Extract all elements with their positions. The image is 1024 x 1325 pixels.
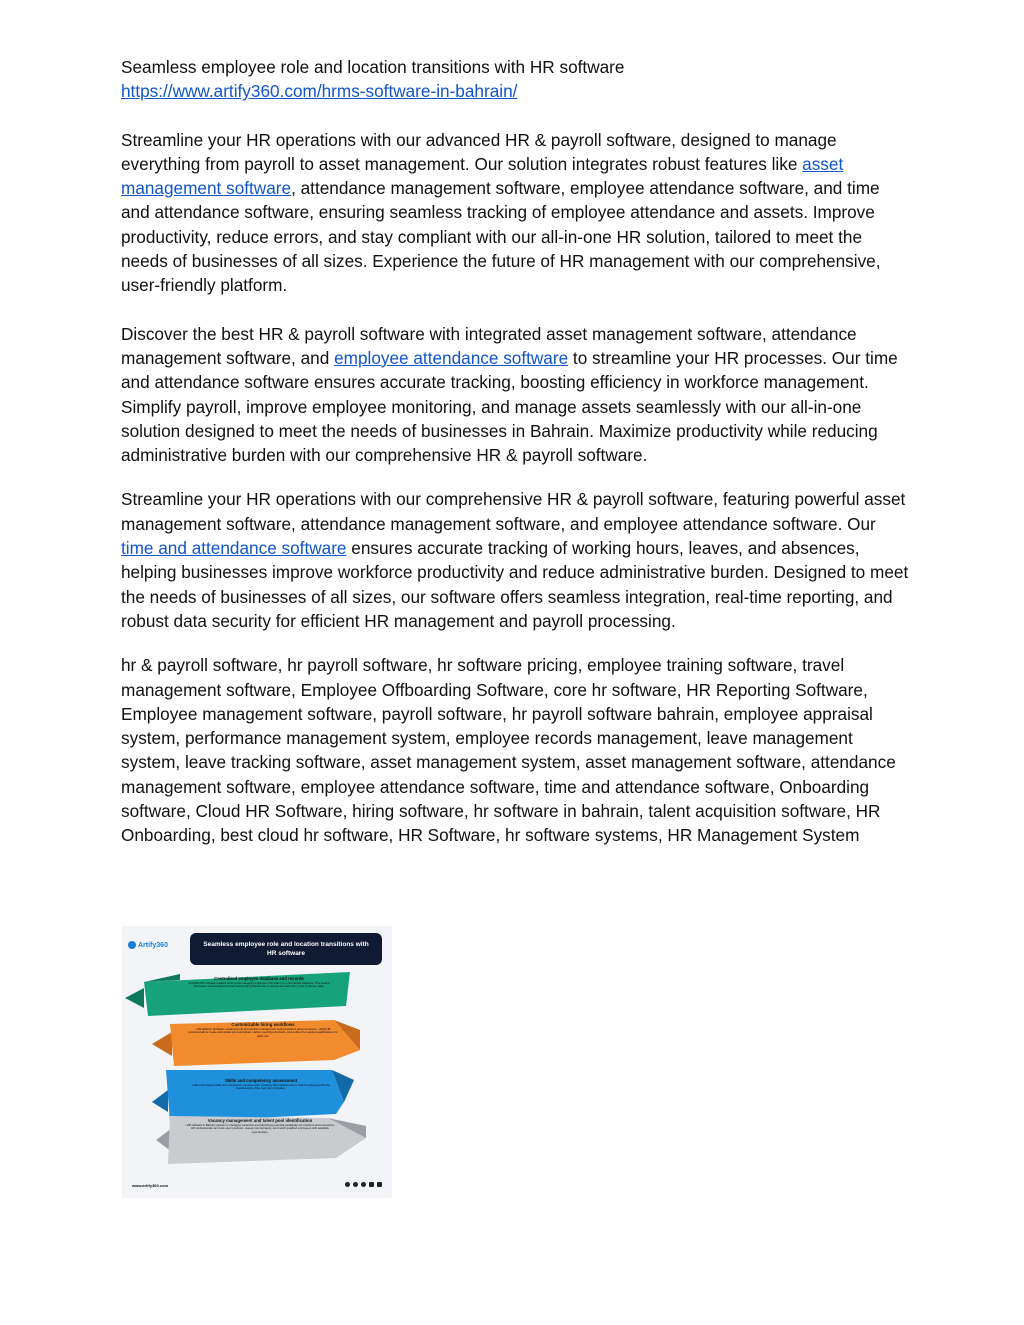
keywords-paragraph: hr & payroll software, hr payroll software, hr software pricing, employee training software, travel management software, Employee Offboarding Software, core hr software, HR Reporting Software, Employee management software, payroll software, hr payroll software bahrain, employee appraisal system, performance management system, employee records management, leave management system, leave tracking software, asset management system, asset management software, attendance management software, employee attendance software, time and attendance software, Onboarding software, Cloud HR Software, hiring software, hr software in bahrain, talent acquisition software, HR Onboarding, best cloud hr software, HR Software, hr software systems, HR Management System xyxy=(121,655,896,846)
section-4: Vacancy management and talent pool identification • HR software in Bahrain assists in managing vacancies and identifying potential candidates for transfers and promotions. HR professionals can track open positions, assess internal talent, and match qualified employees with available opportunities. xyxy=(184,1118,336,1134)
ribbon-orange xyxy=(152,1032,172,1056)
section-3: Skills and competency assessment • HR tools support skills and competency assessments, enabling HR professionals to match employees with the requirements of the new role or location. xyxy=(191,1078,331,1091)
asset-management-software-link[interactable]: asset management software xyxy=(121,153,844,199)
ribbon-blue xyxy=(152,1090,168,1112)
ribbon-graphics xyxy=(122,926,392,1198)
section-1: Centralized employee database and records Artify360 HR software enables storing and managing employee information in a centralized database. This feature eliminates manual paperwork and allows HR professionals to access accurate info on the employee data. xyxy=(188,976,330,989)
artify360-logo: Artify360 xyxy=(128,941,168,949)
infographic-footer xyxy=(122,1176,392,1198)
time-and-attendance-software-link[interactable]: time and attendance software xyxy=(121,538,347,559)
twitter-icon xyxy=(361,1182,366,1187)
infographic-image xyxy=(122,926,392,1198)
paragraph-1: Streamline your HR operations with our advanced HR & payroll software, designed to manage everything from payroll to asset management. Our solution integrates robust features like asset management software, attendance management software, employee attendance software, and time and attendance software, ensuring seamless tracking of employee attendance and assets. Improve productivity, reduce errors, and stay compliant with our all-in-one HR solution, tailored to meet the needs of businesses of all sizes. Experience the future of HR management with our comprehensive, user-friendly platform. xyxy=(121,129,881,296)
section-2: Customizable hiring workflows • HR platform facilitates enhanced role and position management during transfers and promotions. • Artify HR professionals to create and update job descriptions, define reporting structures, and outline the required qualifications for each role. xyxy=(188,1022,338,1038)
youtube-icon xyxy=(377,1182,382,1187)
document-body xyxy=(121,55,911,848)
employee-attendance-software-link[interactable]: employee attendance software xyxy=(334,347,569,368)
paragraph-3: Streamline your HR operations with our comprehensive HR & payroll software, featuring powerful asset management software, attendance management software, and employee attendance software. Our time and attendance software ensures accurate tracking of working hours, leaves, and absences, helping businesses improve workforce productivity and reduce administrative burden. Designed to meet the needs of businesses of all sizes, our software offers seamless integration, real-time reporting, and robust data security for efficient HR management and payroll processing. xyxy=(121,489,909,631)
linkedin-icon xyxy=(369,1182,374,1187)
infographic-title: Seamless employee role and location transitions with HR software xyxy=(190,933,382,965)
source-url-link[interactable]: https://www.artify360.com/hrms-software-in-bahrain/ xyxy=(121,81,518,102)
social-icons xyxy=(345,1182,382,1187)
document-title: Seamless employee role and location transitions with HR software xyxy=(121,57,625,77)
ribbon-green xyxy=(125,988,144,1008)
instagram-icon xyxy=(353,1182,358,1187)
website-label: www.artify360.com xyxy=(132,1183,169,1188)
facebook-icon xyxy=(345,1182,350,1187)
paragraph-2: Discover the best HR & payroll software with integrated asset management software, attendance management software, and employee attendance software to streamline your HR processes. Our time and attendance software ensures accurate tracking, boosting efficiency in workforce management. Simplify payroll, improve employee monitoring, and manage assets seamlessly with our all-in-one solution designed to meet the needs of businesses in Bahrain. Maximize productivity while reducing administrative burden with our comprehensive HR & payroll software. xyxy=(121,323,898,466)
